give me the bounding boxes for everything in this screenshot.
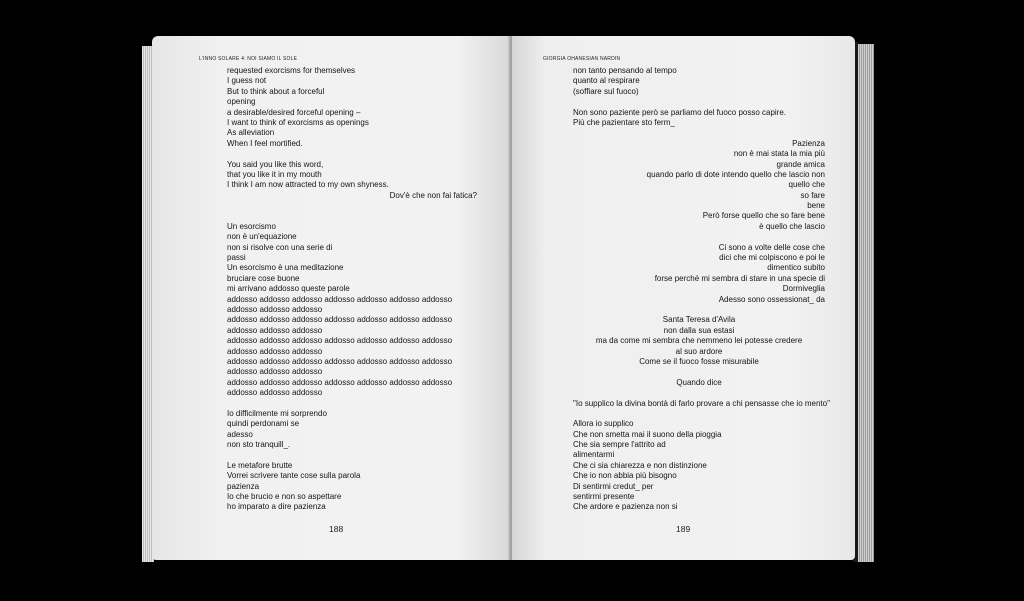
- text-line: addosso addosso addosso: [227, 304, 323, 314]
- text-line: Però forse quello che so fare bene: [702, 211, 825, 221]
- text-line: Vorrei scrivere tante cose sulla parola: [227, 471, 361, 481]
- right-running-header: GIORGIA OHANESIAN NARDIN: [543, 56, 621, 62]
- text-line: Quando dice: [676, 377, 722, 387]
- text-line: Di sentirmi credut_ per: [573, 481, 654, 491]
- text-line: addosso addosso addosso addosso addosso addosso addosso: [227, 294, 453, 304]
- text-line: forse perché mi sembra di stare in una specie di: [654, 273, 825, 283]
- text-line: [573, 388, 825, 398]
- text-line: pazienza: [227, 481, 260, 491]
- text-line: addosso addosso addosso addosso addosso addosso addosso: [227, 336, 453, 346]
- text-line: [573, 367, 825, 377]
- text-line: Più che pazientare sto ferm_: [573, 117, 675, 127]
- text-line: Come se il fuoco fosse misurabile: [639, 356, 759, 366]
- text-line: sentirmi presente: [573, 492, 635, 502]
- right-page-number: 189: [676, 524, 691, 534]
- left-page-number: 188: [329, 524, 344, 534]
- text-line: quindi perdonami se: [227, 419, 300, 429]
- right-page: [512, 36, 855, 560]
- text-line: non dalla sua estasi: [663, 325, 735, 335]
- text-line: addosso addosso addosso: [227, 325, 323, 335]
- text-line: addosso addosso addosso: [227, 367, 323, 377]
- text-line: I want to think of exorcisms as openings: [227, 117, 369, 127]
- text-line: bruciare cose buone: [227, 273, 300, 283]
- text-line: non sto tranquill_.: [227, 440, 291, 450]
- text-line: addosso addosso addosso addosso addosso addosso addosso: [227, 356, 453, 366]
- text-line: non è mai stata la mia più: [733, 149, 825, 159]
- text-line: Dov'è che non fai fatica?: [389, 190, 477, 200]
- text-line: Che sia sempre l'attrito ad: [573, 440, 666, 450]
- text-line: Adesso sono ossessionat_ da: [718, 294, 825, 304]
- text-line: quello che: [788, 180, 825, 190]
- left-page-text: [227, 66, 477, 513]
- text-line: [227, 450, 477, 460]
- text-line: (soffiare sul fuoco): [573, 86, 639, 96]
- text-line: [227, 201, 477, 211]
- text-line: non tanto pensando al tempo: [573, 66, 677, 75]
- text-line: Che ardore e pazienza non si: [573, 502, 678, 512]
- text-line: Io che brucio e non so aspettare: [227, 492, 342, 502]
- text-line: ho imparato a dire pazienza: [227, 502, 326, 512]
- text-line: Un esorcismo è una meditazione: [227, 263, 344, 273]
- text-line: dici che mi colpiscono e poi le: [719, 253, 825, 263]
- text-line: When I feel mortified.: [227, 138, 303, 148]
- text-line: Le metafore brutte: [227, 460, 293, 470]
- text-line: dimentico subito: [767, 263, 825, 273]
- text-line: Santa Teresa d'Avila: [662, 315, 736, 325]
- text-line: Ci sono a volte delle cose che: [718, 242, 825, 252]
- text-line: addosso addosso addosso addosso addosso addosso addosso: [227, 377, 453, 387]
- left-page: [152, 36, 510, 560]
- text-line: a desirable/desired forceful opening –: [227, 107, 361, 117]
- text-line: [573, 232, 825, 242]
- text-line: so fare: [800, 190, 825, 200]
- text-line: But to think about a forceful: [227, 86, 325, 96]
- text-line: "Io supplico la divina bontà di farlo provare a chi pensasse che io mento": [573, 398, 830, 408]
- text-line: non è un'equazione: [227, 232, 297, 242]
- text-line: [573, 97, 825, 107]
- text-line: Che io non abbia più bisogno: [573, 471, 677, 481]
- text-line: addosso addosso addosso: [227, 346, 323, 356]
- text-line: Non sono paziente però se parliamo del fuoco posso capire.: [573, 107, 787, 117]
- text-line: bene: [807, 201, 825, 211]
- text-line: ma da come mi sembra che nemmeno lei potesse credere: [595, 336, 803, 346]
- text-line: [227, 399, 477, 409]
- text-line: Pazienza: [792, 138, 825, 148]
- text-line: alimentarmi: [573, 450, 615, 460]
- text-line: quanto al respirare: [573, 76, 640, 86]
- text-line: Che ci sia chiarezza e non distinzione: [573, 460, 707, 470]
- text-line: requested exorcisms for themselves: [227, 66, 356, 75]
- text-line: Un esorcismo: [227, 221, 276, 231]
- book-page-edges-right: [858, 44, 874, 562]
- text-line: I think I am now attracted to my own shyness.: [227, 180, 389, 190]
- text-line: [573, 128, 825, 138]
- text-line: grande amica: [776, 159, 825, 169]
- text-line: al suo ardore: [675, 346, 723, 356]
- text-line: addosso addosso addosso: [227, 388, 323, 398]
- text-line: Allora io supplico: [573, 419, 634, 429]
- text-line: [573, 305, 825, 315]
- text-line: As alleviation: [227, 128, 275, 138]
- text-line: Che non smetta mai il suono della pioggia: [573, 429, 722, 439]
- text-line: mi arrivano addosso queste parole: [227, 284, 350, 294]
- text-line: that you like it in my mouth: [227, 169, 322, 179]
- text-line: è quello che lascio: [759, 221, 825, 231]
- text-line: opening: [227, 97, 256, 107]
- left-running-header: L'INNO SOLARE 4: NOI SIAMO IL SOLE: [199, 56, 298, 62]
- text-line: I guess not: [227, 76, 267, 86]
- text-line: passi: [227, 253, 246, 263]
- text-line: adesso: [227, 429, 253, 439]
- text-line: You said you like this word,: [227, 159, 324, 169]
- text-line: Dormiveglia: [782, 284, 825, 294]
- text-line: addosso addosso addosso addosso addosso addosso addosso: [227, 315, 453, 325]
- text-line: [227, 149, 477, 159]
- text-line: quando parlo di dote intendo quello che lascio non: [646, 169, 825, 179]
- text-line: [573, 409, 825, 419]
- text-line: Io difficilmente mi sorprendo: [227, 408, 327, 418]
- right-page-text: [573, 66, 830, 513]
- text-line: [227, 211, 477, 221]
- text-line: non si risolve con una serie di: [227, 242, 333, 252]
